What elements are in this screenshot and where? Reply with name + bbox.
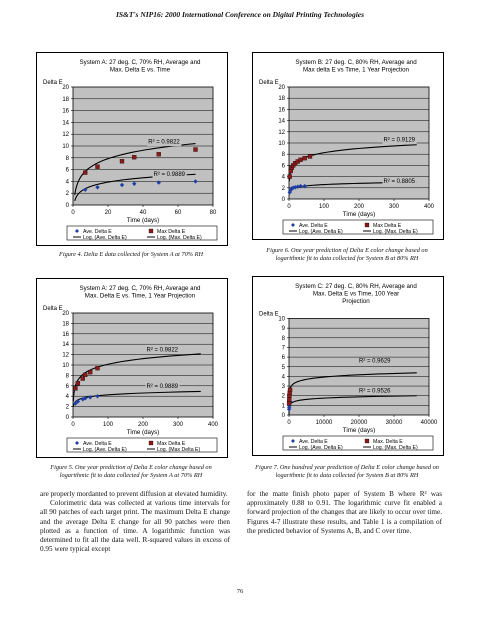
page-number: 76 bbox=[236, 588, 244, 595]
x-tick-label: 300 bbox=[388, 204, 400, 210]
legend-label: Log. (Ave. Delta E) bbox=[299, 445, 343, 451]
chart-title: System A: 27 deg. C, 70% RH, Average and bbox=[79, 285, 201, 292]
body-text-left bbox=[40, 490, 230, 555]
data-point-max bbox=[288, 175, 292, 179]
legend-label: Ave. Delta E bbox=[299, 223, 328, 229]
y-tick-label: 12 bbox=[62, 352, 69, 359]
legend-label: Ave. Delta E bbox=[299, 439, 328, 445]
x-tick-label: 60 bbox=[174, 210, 182, 216]
y-tick-label: 12 bbox=[62, 132, 69, 139]
legend-label: Log. (Max. Delta E) bbox=[373, 445, 418, 451]
legend-label: Max. Delta E bbox=[373, 439, 403, 445]
r-squared-label: R² = 0.9129 bbox=[383, 137, 416, 144]
y-tick-label: 2 bbox=[65, 404, 69, 411]
x-tick-label: 80 bbox=[209, 210, 217, 216]
figure-5-chart bbox=[36, 278, 228, 458]
y-tick-label: 20 bbox=[62, 311, 69, 317]
legend-label: Log. (Ave. Delta E) bbox=[83, 235, 127, 241]
x-tick-label: 300 bbox=[172, 422, 184, 428]
r-squared-label: R² = 0.9629 bbox=[359, 358, 391, 365]
figure-4-chart bbox=[36, 52, 228, 246]
chart-title: Max. Delta E vs. Time, 1 Year Projection bbox=[84, 292, 196, 300]
figure-4-caption: Figure 4. Delta E data collected for System A at 70% RH bbox=[59, 251, 203, 258]
data-point-max bbox=[73, 386, 77, 390]
y-tick-label: 10 bbox=[62, 144, 69, 150]
y-tick-label: 2 bbox=[281, 393, 285, 400]
y-tick-label: 0 bbox=[281, 413, 285, 419]
y-tick-label: 16 bbox=[278, 107, 285, 114]
y-tick-label: 9 bbox=[281, 326, 285, 333]
chart-title: Max delta E vs Time, 1 Year Projection bbox=[303, 66, 409, 74]
legend-marker-max bbox=[149, 441, 153, 445]
x-tick-label: 0 bbox=[71, 210, 75, 216]
paragraph: are properly mordanted to prevent diffusion at elevated humidity. bbox=[40, 490, 228, 498]
y-tick-label: 20 bbox=[278, 85, 285, 91]
running-header: IS&T's NIP16: 2000 International Conference on Digital Printing Technologies bbox=[115, 10, 365, 19]
data-point-max bbox=[96, 165, 100, 169]
y-tick-label: 2 bbox=[65, 191, 69, 198]
x-tick-label: 20 bbox=[104, 210, 112, 216]
y-tick-label: 14 bbox=[62, 342, 69, 349]
x-tick-label: 200 bbox=[137, 422, 149, 428]
chart-title: Max. Delta E vs. Time bbox=[109, 66, 171, 74]
y-axis-label: Delta E bbox=[43, 306, 63, 312]
legend-label: Log. (Ave. Delta E) bbox=[299, 229, 343, 235]
data-point-max bbox=[287, 398, 291, 402]
data-point-max bbox=[308, 154, 312, 158]
r-squared-label: R² = 0.9822 bbox=[148, 139, 180, 146]
y-tick-label: 16 bbox=[62, 331, 69, 338]
data-point-max bbox=[299, 158, 303, 162]
figure-6-caption: Figure 6. One year prediction of Delta E color change based on logarithmic fit to data collected for System B at 80% RH bbox=[266, 247, 428, 262]
y-tick-label: 8 bbox=[281, 152, 285, 159]
r-squared-label: R² = 0.9889 bbox=[153, 172, 186, 179]
y-tick-label: 8 bbox=[65, 155, 69, 162]
data-point-max bbox=[88, 370, 92, 374]
data-point-max bbox=[288, 388, 292, 392]
chart-svg bbox=[37, 53, 227, 245]
legend-marker-max bbox=[149, 229, 153, 233]
data-point-max bbox=[83, 373, 87, 377]
data-point-max bbox=[120, 159, 124, 163]
chart-title: Projection bbox=[342, 298, 370, 305]
x-tick-label: 40 bbox=[139, 210, 147, 216]
legend-label: Log. (Max Delta E) bbox=[157, 447, 201, 453]
legend-label: Max Delta E bbox=[157, 441, 186, 447]
x-tick-label: 40000 bbox=[420, 420, 438, 426]
figure-7-chart bbox=[252, 276, 444, 456]
y-tick-label: 4 bbox=[65, 394, 69, 401]
x-axis-label: Time (days) bbox=[342, 427, 376, 434]
x-tick-label: 200 bbox=[353, 204, 365, 210]
x-tick-label: 100 bbox=[102, 422, 114, 428]
y-tick-label: 10 bbox=[278, 141, 285, 147]
chart-svg bbox=[37, 279, 227, 457]
y-tick-label: 5 bbox=[281, 364, 285, 371]
y-tick-label: 10 bbox=[62, 363, 69, 369]
legend-label: Log. (Max. Delta E) bbox=[373, 229, 418, 235]
legend-label: Ave. Delta E bbox=[83, 229, 112, 235]
r-squared-label: R² = 0.9822 bbox=[146, 347, 179, 354]
y-axis-label: Delta E bbox=[43, 80, 63, 86]
x-tick-label: 0 bbox=[287, 204, 291, 210]
y-tick-label: 18 bbox=[278, 96, 285, 103]
y-tick-label: 6 bbox=[281, 163, 285, 170]
y-tick-label: 8 bbox=[281, 335, 285, 342]
y-tick-label: 4 bbox=[65, 179, 69, 186]
legend-marker-max bbox=[365, 439, 369, 443]
data-point-max bbox=[303, 156, 307, 160]
x-tick-label: 10000 bbox=[315, 420, 333, 426]
data-point-max bbox=[81, 377, 85, 381]
y-tick-label: 14 bbox=[62, 120, 69, 127]
y-tick-label: 6 bbox=[65, 167, 69, 174]
legend-label: Max Delta E bbox=[157, 229, 186, 235]
body-text-right bbox=[247, 490, 442, 536]
legend-label: Log. (Ave. Delta E) bbox=[83, 447, 127, 453]
data-point-max bbox=[157, 152, 161, 156]
paragraph: for the matte finish photo paper of System B where R² was approximately 0.88 to 0.91. The logarithmic curve fit enabled a forward projection of the changes that are likely to occur over time. Figures 4-7 illustrate these results, and Table 1 is a compilation of the predicted behavior of Systems A, B, and C over time. bbox=[247, 490, 442, 535]
paragraph: Colorimetric data was collected at various time intervals for all 90 patches of each target print. The maximum Delta E change and the average Delta E change for all 90 patches were then plotted as a function of time. A logarithmic function was determined to fit all the data well. R-squared values in excess of 0.95 were typical except bbox=[40, 499, 230, 554]
y-tick-label: 18 bbox=[62, 96, 69, 103]
y-tick-label: 14 bbox=[278, 118, 285, 125]
figure-6-chart bbox=[252, 52, 444, 240]
data-point-max bbox=[83, 171, 87, 175]
y-tick-label: 20 bbox=[62, 85, 69, 91]
r-squared-label: R² = 0.9526 bbox=[359, 388, 391, 395]
data-point-max bbox=[76, 381, 80, 385]
y-tick-label: 10 bbox=[278, 316, 285, 323]
data-point-max bbox=[96, 366, 100, 370]
y-tick-label: 8 bbox=[65, 373, 69, 380]
y-axis-label: Delta E bbox=[259, 80, 279, 86]
x-tick-label: 0 bbox=[71, 422, 75, 428]
x-axis-label: Time (days) bbox=[126, 217, 160, 224]
chart-title: System B: 27 deg. C, 80% RH, Average and bbox=[295, 59, 417, 66]
y-tick-label: 7 bbox=[281, 345, 285, 352]
legend-label: Log. (Max. Delta E) bbox=[157, 235, 202, 241]
x-tick-label: 20000 bbox=[350, 420, 368, 426]
chart-title: Max. Delta E vs Time, 100 Year bbox=[312, 290, 400, 298]
data-point-max bbox=[287, 401, 291, 405]
r-squared-label: R² = 0.8805 bbox=[383, 178, 416, 185]
legend-label: Ave. Delta E bbox=[83, 441, 112, 447]
figure-7-caption: Figure 7. One hundred year prediction of Delta E color change based on logarithmic fit to data collected for System B at 80% RH bbox=[255, 464, 439, 479]
x-tick-label: 0 bbox=[287, 420, 291, 426]
y-axis-label: Delta E bbox=[259, 311, 279, 318]
y-tick-label: 6 bbox=[65, 383, 69, 390]
chart-svg bbox=[253, 53, 443, 239]
x-axis-label: Time (days) bbox=[342, 211, 376, 218]
x-tick-label: 100 bbox=[318, 204, 330, 210]
y-tick-label: 0 bbox=[281, 197, 285, 203]
data-point-max bbox=[132, 155, 136, 159]
y-tick-label: 2 bbox=[281, 185, 285, 192]
y-tick-label: 12 bbox=[278, 129, 285, 136]
chart-title: System C: 27 deg. C, 80% RH, Average and bbox=[295, 283, 417, 290]
y-tick-label: 4 bbox=[281, 174, 285, 181]
r-squared-label: R² = 0.9889 bbox=[146, 383, 179, 390]
y-tick-label: 0 bbox=[65, 203, 69, 209]
y-tick-label: 18 bbox=[62, 321, 69, 328]
legend-label: Max Delta E bbox=[373, 223, 402, 229]
y-tick-label: 6 bbox=[281, 355, 285, 362]
figure-5-caption: Figure 5. One year prediction of Delta E color change based on logarithmic fit to data collected for System A at 70% RH bbox=[50, 464, 212, 479]
x-tick-label: 30000 bbox=[385, 420, 403, 426]
x-tick-label: 400 bbox=[207, 422, 219, 428]
chart-title: System A: 27 deg. C, 70% RH, Average and bbox=[79, 59, 201, 66]
y-tick-label: 4 bbox=[281, 374, 285, 381]
y-tick-label: 0 bbox=[65, 415, 69, 421]
legend-marker-max bbox=[365, 223, 369, 227]
data-point-max bbox=[194, 148, 198, 152]
y-tick-label: 3 bbox=[281, 384, 285, 391]
x-tick-label: 400 bbox=[423, 204, 435, 210]
x-axis-label: Time (days) bbox=[126, 429, 160, 436]
y-tick-label: 16 bbox=[62, 108, 69, 115]
chart-svg bbox=[253, 277, 443, 455]
y-tick-label: 1 bbox=[281, 403, 285, 410]
